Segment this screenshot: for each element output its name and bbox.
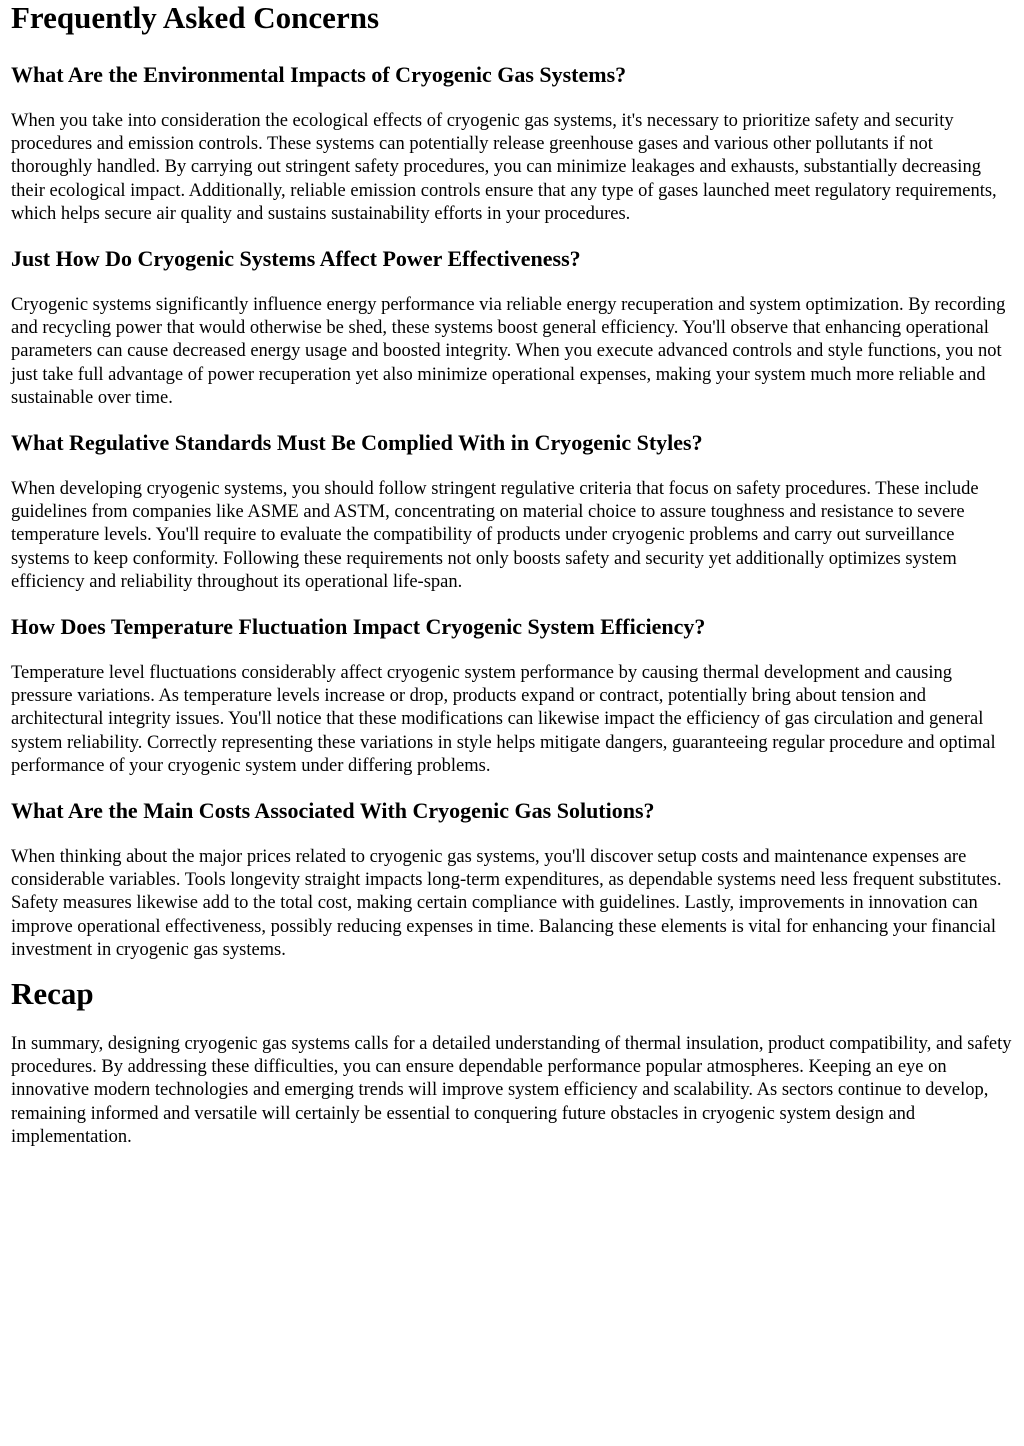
faq-question: What Are the Environmental Impacts of Cryogenic Gas Systems? xyxy=(11,62,627,87)
faq-item xyxy=(11,614,1014,778)
faq-question: How Does Temperature Fluctuation Impact Cryogenic System Efficiency? xyxy=(11,614,706,640)
faq-question: What Regulative Standards Must Be Complied With in Cryogenic Styles? xyxy=(11,430,703,456)
faq-item xyxy=(11,798,1014,962)
faq-answer: When thinking about the major prices related to cryogenic gas systems, you'll discover setup costs and maintenance expenses are considerable variables. Tools longevity straight impacts long-term expenditures, as dependable systems need less frequent substitutes. Safety measures likewise add to the total cost, making certain compliance with guidelines. Lastly, improvements in innovation can improve operational effectiveness, possibly reducing expenses in time. Balancing these elements is vital for enhancing your financial investment in cryogenic gas systems. xyxy=(11,847,1002,960)
faq-answer: When you take into consideration the ecological effects of cryogenic gas systems, it's necessary to prioritize safety and security procedures and emission controls. These systems can potentially release greenhouse gases and various other pollutants if not thoroughly handled. By carrying out stringent safety procedures, you can minimize leakages and exhausts, substantially decreasing their ecological impact. Additionally, reliable emission controls ensure that any type of gases launched meet regulatory requirements, which helps secure air quality and sustains sustainability efforts in your procedures. xyxy=(11,111,997,224)
faq-item xyxy=(11,62,1014,226)
faq-list xyxy=(11,62,1014,962)
recap-heading: Recap xyxy=(11,976,94,1012)
faq-question: What Are the Main Costs Associated With Cryogenic Gas Solutions? xyxy=(11,798,655,824)
faq-answer: Cryogenic systems significantly influence energy performance via reliable energy recuperation and system optimization. By recording and recycling power that would otherwise be shed, these systems boost general efficiency. You'll observe that enhancing operational parameters can cause decreased energy usage and boosted integrity. When you execute advanced controls and style functions, you not just take full advantage of power recuperation yet also minimize operational expenses, making your system much more reliable and sustainable over time. xyxy=(11,295,1006,408)
faq-answer: When developing cryogenic systems, you should follow stringent regulative criteria that focus on safety procedures. These include guidelines from companies like ASME and ASTM, concentrating on material choice to assure toughness and resistance to severe temperature levels. You'll require to evaluate the compatibility of products under cryogenic problems and carry out surveillance systems to keep conformity. Following these requirements not only boosts safety and security yet additionally optimizes system efficiency and reliability throughout its operational life-span. xyxy=(11,479,979,592)
recap-body: In summary, designing cryogenic gas systems calls for a detailed understanding of thermal insulation, product compatibility, and safety procedures. By addressing these difficulties, you can ensure dependable performance popular atmospheres. Keeping an eye on innovative modern technologies and emerging trends will improve system efficiency and scalability. As sectors continue to develop, remaining informed and versatile will certainly be essential to conquering future obstacles in cryogenic system design and implementation. xyxy=(11,1034,1012,1147)
faq-answer: Temperature level fluctuations considerably affect cryogenic system performance by causing thermal development and causing pressure variations. As temperature levels increase or drop, products expand or contract, potentially bring about tension and architectural integrity issues. You'll notice that these modifications can likewise impact the efficiency of gas circulation and general system reliability. Correctly representing these variations in style helps mitigate dangers, guaranteeing regular procedure and optimal performance of your cryogenic system under differing problems. xyxy=(11,663,996,776)
faq-heading: Frequently Asked Concerns xyxy=(11,0,380,35)
faq-item xyxy=(11,430,1014,594)
faq-question: Just How Do Cryogenic Systems Affect Power Effectiveness? xyxy=(11,246,581,272)
faq-item xyxy=(11,246,1014,410)
